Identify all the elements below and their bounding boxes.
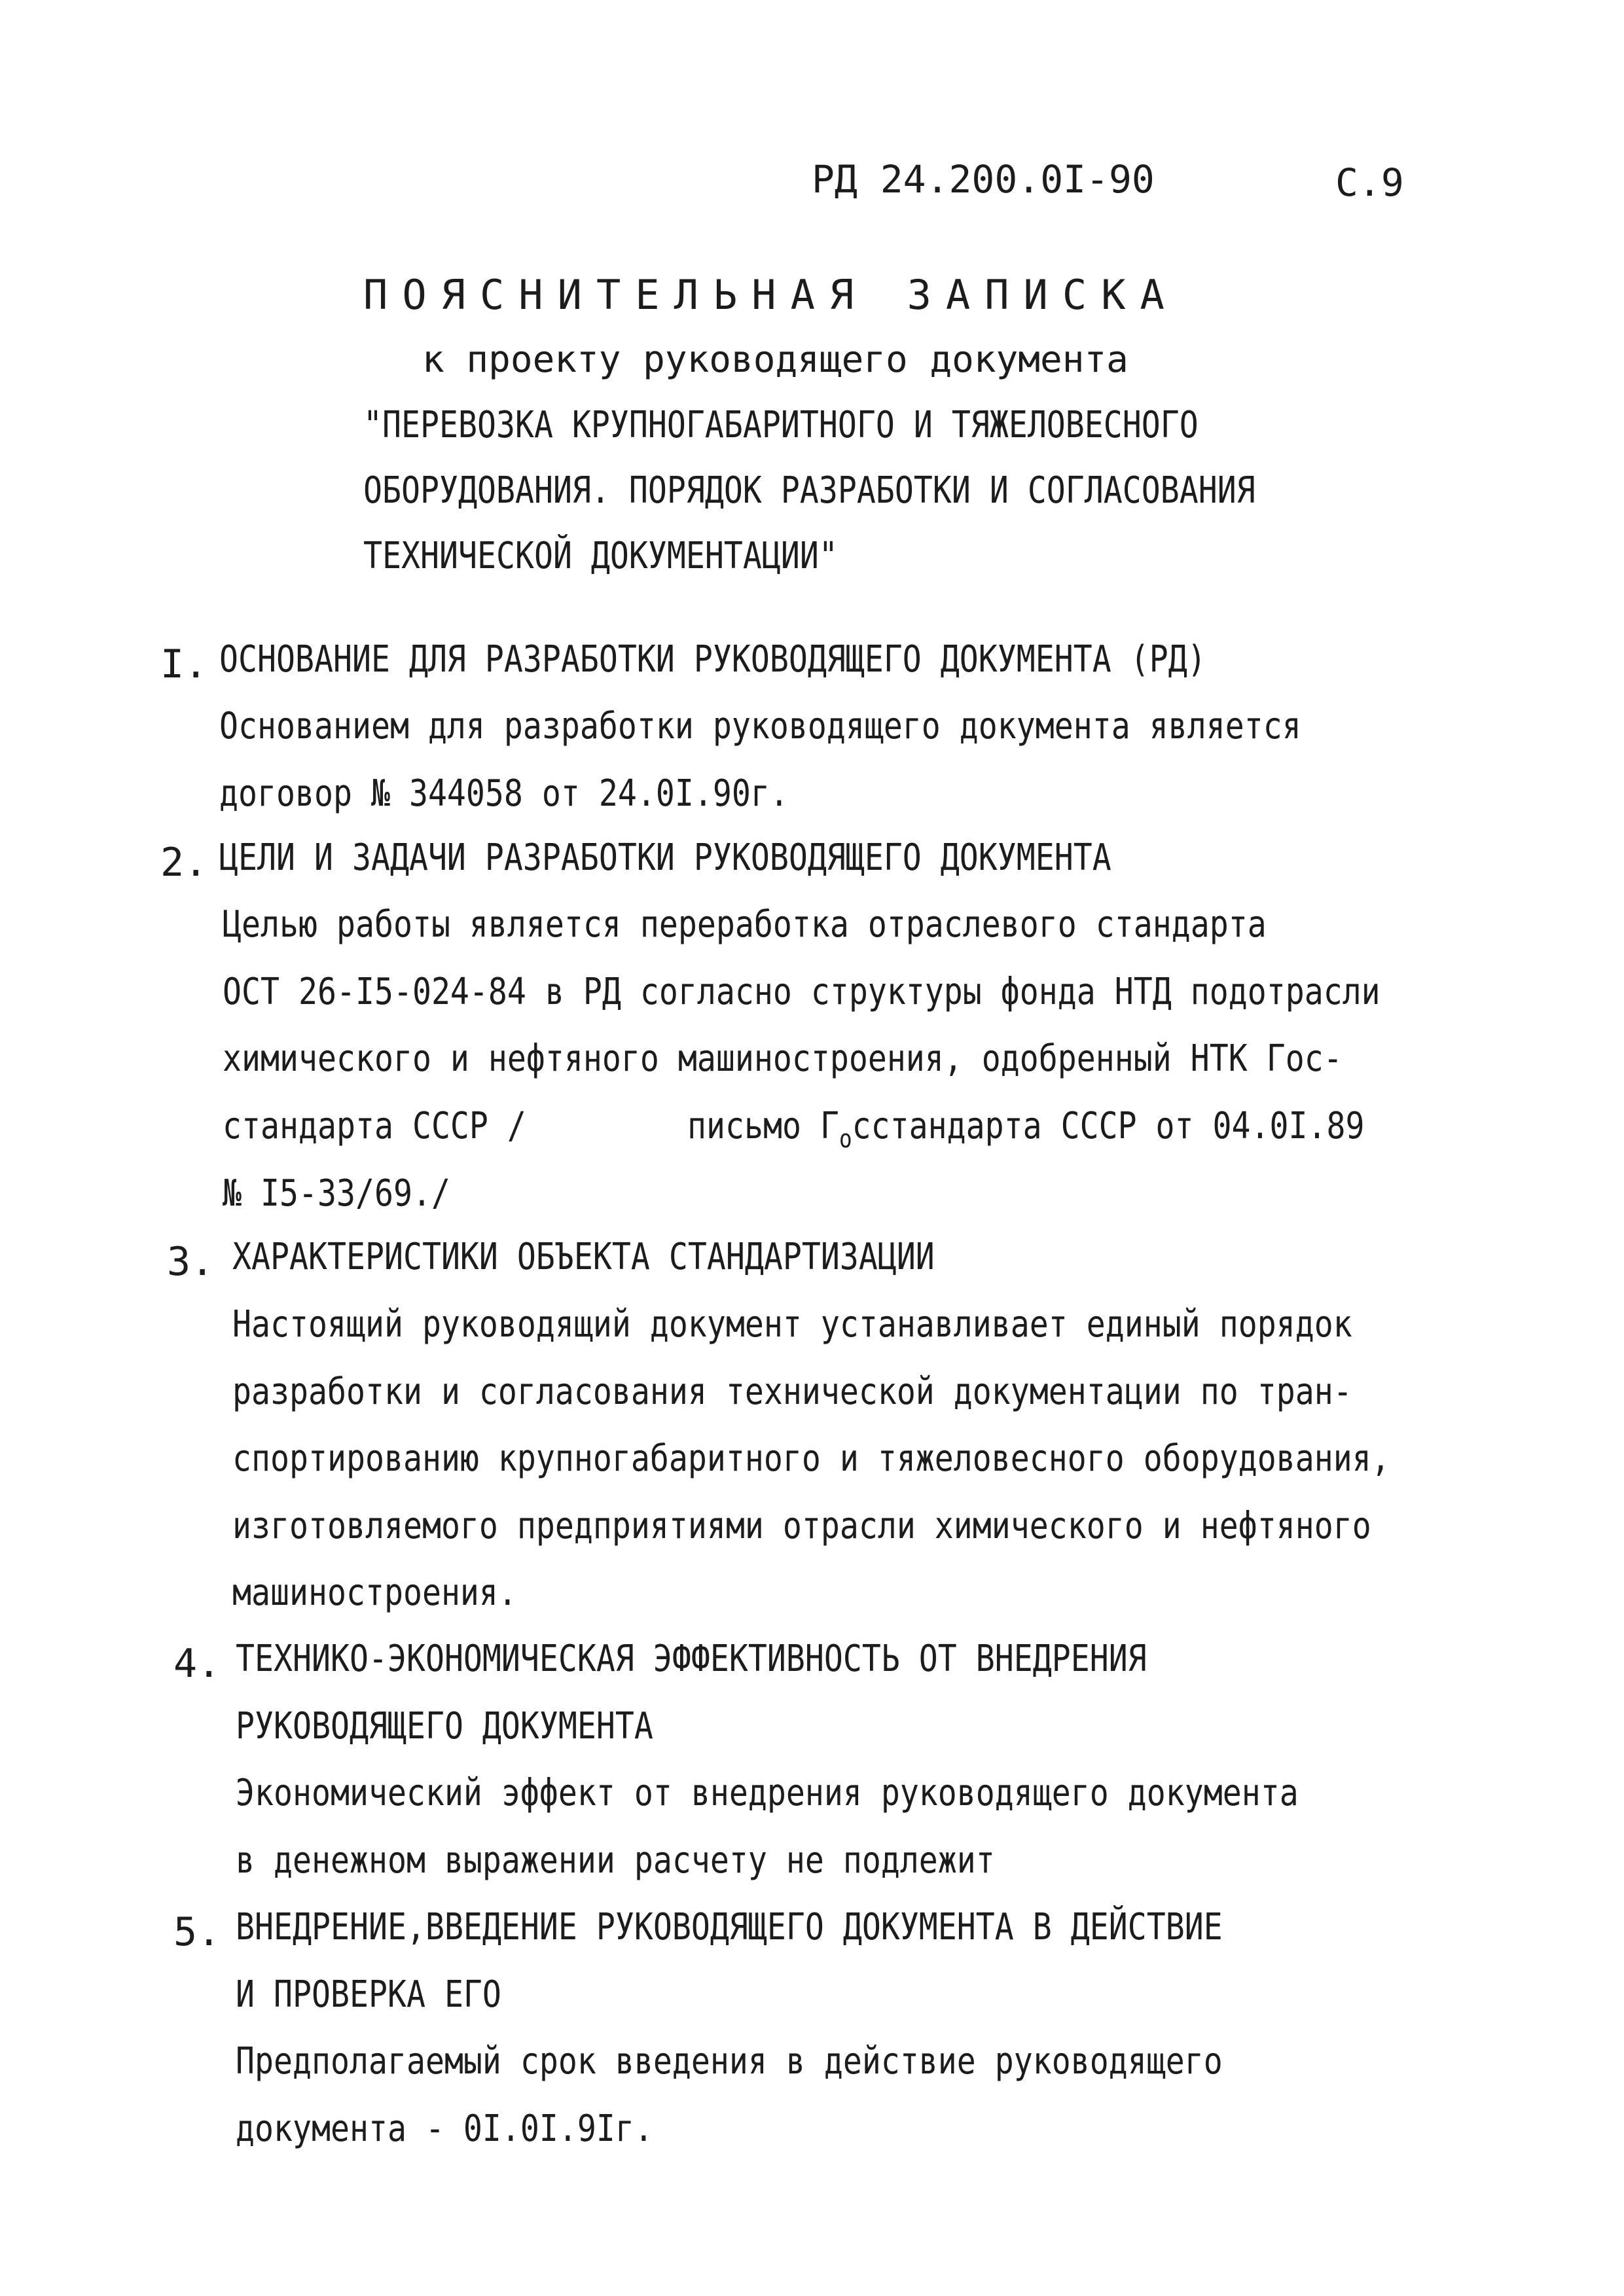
section-number: 3.	[167, 1239, 215, 1285]
section-number: 4.	[173, 1641, 221, 1687]
title-line-1: к проекту руководящего документа	[422, 338, 1128, 381]
section-text-line: договор № 344058 от 24.0I.90г.	[219, 772, 789, 815]
section-text-line: стандарта СССР /	[223, 1105, 526, 1147]
letter-reference	[687, 1105, 1365, 1153]
section-heading: И ПРОВЕРКА ЕГО	[236, 1973, 501, 2016]
section-text-line: изготовляемого предприятиями отрасли химического и нефтяного	[232, 1505, 1371, 1547]
document-code: РД 24.200.0I-90	[812, 157, 1155, 202]
letter-reference-part1: письмо Г	[687, 1105, 839, 1147]
section-number: I.	[160, 641, 208, 687]
section-text-line: машиностроения.	[232, 1571, 517, 1614]
document-title: ПОЯСНИТЕЛЬНАЯ ЗАПИСКА	[363, 271, 1179, 319]
section-text-line: Основанием для разработки руководящего документа является	[219, 705, 1301, 747]
section-text-line: ОСТ 26-I5-024-84 в РД согласно структуры фонда НТД подотрасли	[223, 971, 1380, 1013]
section-text-line: в денежном выражении расчету не подлежит	[236, 1839, 995, 1882]
section-text-line: химического и нефтяного машиностроения, одобренный НТК Гос-	[223, 1037, 1343, 1080]
section-text-line: спортированию крупногабаритного и тяжеловесного оборудования,	[232, 1437, 1390, 1480]
letter-reference-part2: сстандарта СССР от 04.0I.89	[852, 1105, 1365, 1147]
section-heading: ЦЕЛИ И ЗАДАЧИ РАЗРАБОТКИ РУКОВОДЯЩЕГО ДОКУМЕНТА	[219, 836, 1111, 879]
title-line-2: "ПЕРЕВОЗКА КРУПНОГАБАРИТНОГО И ТЯЖЕЛОВЕСНОГО	[363, 404, 1199, 446]
letter-reference-subscript: о	[839, 1124, 852, 1153]
section-text-line: № I5-33/69./	[223, 1172, 450, 1215]
section-heading: ХАРАКТЕРИСТИКИ ОБЪЕКТА СТАНДАРТИЗАЦИИ	[232, 1236, 935, 1278]
section-text-line: разработки и согласования технической документации по тран-	[232, 1371, 1352, 1413]
section-heading: ТЕХНИКО-ЭКОНОМИЧЕСКАЯ ЭФФЕКТИВНОСТЬ ОТ ВНЕДРЕНИЯ	[236, 1638, 1147, 1680]
section-number: 2.	[160, 840, 208, 886]
section-heading: ОСНОВАНИЕ ДЛЯ РАЗРАБОТКИ РУКОВОДЯЩЕГО ДОКУМЕНТА (РД)	[219, 638, 1206, 681]
section-text-line: Целью работы является переработка отраслевого стандарта	[223, 903, 1267, 946]
page-number: С.9	[1335, 160, 1404, 205]
section-text-line: Предполагаемый срок введения в действие руководящего	[236, 2040, 1223, 2083]
title-line-3: ОБОРУДОВАНИЯ. ПОРЯДОК РАЗРАБОТКИ И СОГЛАСОВАНИЯ	[363, 469, 1255, 512]
section-text-line: документа - 0I.0I.9Iг.	[236, 2108, 653, 2150]
section-heading: РУКОВОДЯЩЕГО ДОКУМЕНТА	[236, 1705, 653, 1748]
title-line-4: ТЕХНИЧЕСКОЙ ДОКУМЕНТАЦИИ"	[363, 535, 838, 577]
section-heading: ВНЕДРЕНИЕ,ВВЕДЕНИЕ РУКОВОДЯЩЕГО ДОКУМЕНТА В ДЕЙСТВИЕ	[236, 1906, 1223, 1948]
section-text-line: Экономический эффект от внедрения руководящего документа	[236, 1772, 1299, 1814]
section-text-line: Настоящий руководящий документ устанавливает единый порядок	[232, 1303, 1352, 1346]
section-number: 5.	[173, 1909, 221, 1955]
